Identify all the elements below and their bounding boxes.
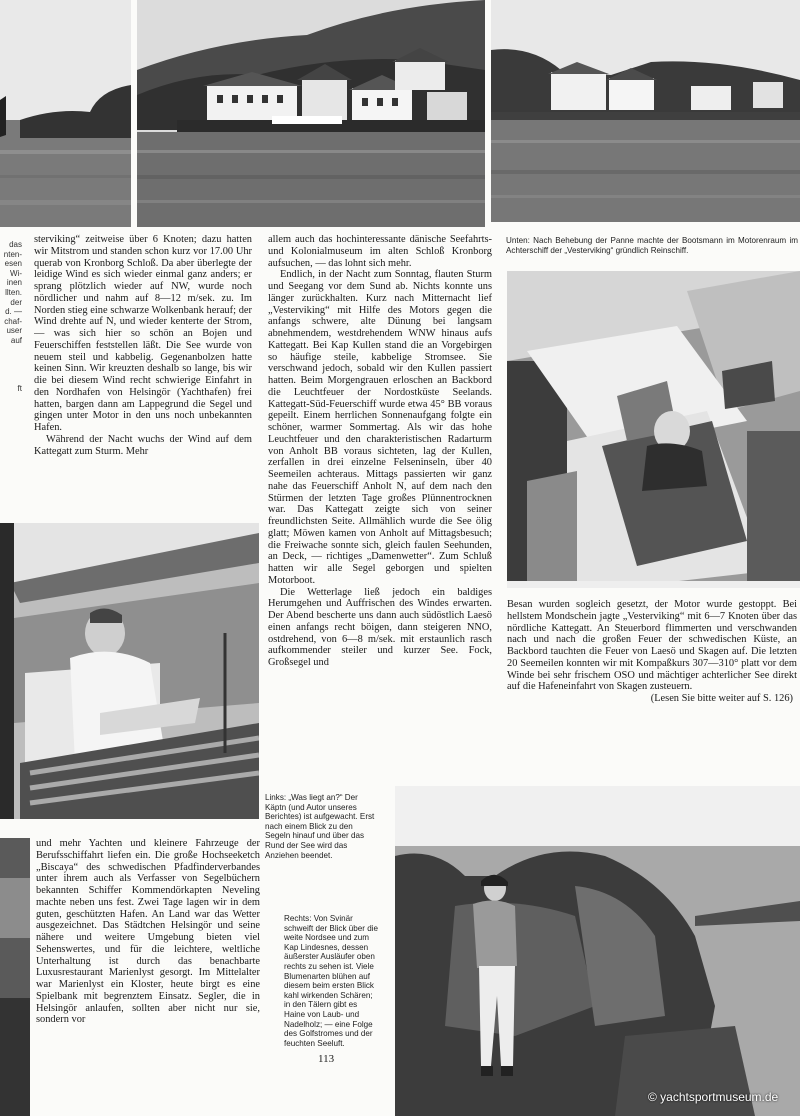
photo-woman-on-rocks: [395, 786, 800, 1116]
photo-captain-at-hatch: [0, 523, 259, 819]
article-column-1-top: [34, 234, 252, 499]
photo-bootsmann-engine-room: [507, 271, 800, 588]
page-number: 113: [318, 1053, 335, 1065]
photo-harbor-houses-center: [137, 0, 485, 227]
paragraph: allem auch das hochinteressante dänische Seefahrts- und Kolonialmuseum im alten Schloß Kronborg aufsuchen, — das lohnt sich mehr.: [268, 234, 492, 269]
caption-bootsmann: Unten: Nach Behebung der Panne machte der Bootsmann im Motorenraum im Achterschiff der „Vesterviking“ gründlich Reinschiff.: [506, 236, 798, 255]
paragraph: sterviking“ zeitweise über 6 Knoten; dazu hatten wir Mitstrom und standen schon kurz vor 17.00 Uhr querab von Kronborg Schloß. Da aber überlegte der leidige Wind es sich wieder einmal ganz anders; er sprang plötzlich wieder auf NW, wurde noch nördlicher und nahm auf 8—12 m/sek. zu. Im Norden stieg eine schwarze Wolkenbank herauf; der Wind drehte auf N, und wieder kenterte der Strom, — was sich hier so schön an Bojen und Feuerschiffen feststellen läßt. Die See wurde von neuem steil und kabbelig. Gegenanbolzen hatte keinen Sinn. Wir kreuzten deshalb so lange, bis wir die bei diesem Wind recht schwierige Einfahrt in den Nordhafen von Helsingör (Yachthafen) frei hatten, bargen dann am Lappegrund die Segel und gingen unter Motor in den uns noch unbekannten Hafen.: [34, 234, 252, 433]
paragraph: Endlich, in der Nacht zum Sonntag, flauten Sturm und Seegang vor dem Sund ab. Nichts konnte uns länger zurückhalten. Kurz nach Mitternacht lief „Vesterviking“ mit Hilfe des Motors gegen die anfangs schwere, alte Dünung bei langsam abnehmendem, westdrehendem WNW hinaus aufs Kattegatt. Bei Kap Kullen stand die an Vorgebirgen so häufige steile, kabbelige Stromsee. Sie verschwand jedoch, sobald wir den Kullen passiert hatten. Beim Morgengrauen erloschen an Backbord die Leuchtfeuer der Nordostküste Seelands. Kattegatt-Süd-Feuerschiff wurde etwa 45° BB voraus gepeilt. Einem herrlichen Sonnenaufgang folgte ein schöner, warmer Sommertag. Als wir das hohe Leuchtfeuer und den charakteristischen Radarturm von Anholt BB voraus sichteten, lag der Kullen, zerfallen in drei einzelne Felseninseln, über 40 Seemeilen achteraus. Mittags passierten wir ganz nahe das Feuerschiff Anholt N, auf dem nach den Stürmen der letzten Tage großes Plünnentrocknen war. Das Kattegatt zeigte sich von seiner freundlichsten Seite. Allmählich wurde die See ölig glatt; Möwen kamen von Anholt auf Mittagsbesuch; die Freiwache sonnte sich, gleich faulen Seehunden, an Deck, — richtiges „Damenwetter“. Zum Schluß hatten wir alle Segel geborgen und spielten Motorboot.: [268, 269, 492, 586]
continued-note: (Lesen Sie bitte weiter auf S. 126): [650, 693, 793, 704]
paragraph: Während der Nacht wuchs der Wind auf dem Kattegatt zum Sturm. Mehr: [34, 433, 252, 457]
paragraph: und mehr Yachten und kleinere Fahrzeuge der Berufsschiffahrt liefen ein. Die große Hochseeketch „Biscaya“ des schwedischen Pfadfinderverbandes unter ihrem auch als Verfasser von Segelbüchern bekannten Schiffer Kommendörkapten Neveling machte neben uns fest. Zwei Tage lagen wir in dem guten, geschützten Hafen. An Land war das Wetter ausgezeichnet. Das Städtchen Helsingör und seine nähere und weitere Umgebung bieten viel Sehenswertes, und für die leichtere, weltliche Unterhaltung ist durch das benachbarte Luxusrestaurant Marienlyst gesorgt. Im Mittelalter war Marienlyst ein Kloster, heute birgt es eine Spielbank mit begrenztem Einsatz. Segler, die in Helsingör anlaufen, sollten aber nicht nur sie, sondern vor: [36, 838, 260, 1026]
paragraph: Die Wetterlage ließ jedoch ein baldiges Herumgehen und Auffrischen des Windes erwarten. Der Abend bescherte uns dann auch südöstlich Laesö einen anfangs recht böigen, dann steigeren NNO, ostdrehend, von 6—8 m/sek. mit erstaunlich rasch aufkommender steiler und kurzer See. Fock, Großsegel und: [268, 586, 492, 668]
article-column-2: [268, 234, 492, 779]
caption-kaeptn: Links: „Was liegt an?“ Der Käptn (und Autor unseres Berichtes) ist aufgewacht. Erst nach einem Blick zu den Segeln hinauf und über das Rund der See wird das Anziehen beendet.: [265, 793, 375, 860]
photo-left-edge-strip: [0, 838, 30, 1116]
photo-harbor-houses-right: [491, 0, 800, 222]
article-column-3: [507, 599, 797, 779]
paragraph: Besan wurden sogleich gesetzt, der Motor wurde gestoppt. Bei hellstem Mondschein jagte „Vesterviking“ mit 6—7 Knoten über das nördliche Kattegatt. An Steuerbord flimmerten und verschwanden nach und nach die großen Feuer der schwedischen Küste, an Backbord tauchten die Feuer von Laesö und Skagen auf. Die letzten 20 Seemeilen konnten wir mit Kompaßkurs 307—310° platt vor dem Winde bei sehr frischem OSO und mächtiger achterlicher See direkt auf die Hafeneinfahrt von Skagen zusteuern.: [507, 599, 797, 693]
copyright-credit: © yachtsportmuseum.de: [648, 1090, 779, 1104]
left-edge-text-fragment: das nten- esen Wi- inen llten. der d. — chaf- user auf ft: [3, 240, 22, 393]
caption-svinaer: Rechts: Von Svinär schweift der Blick über die weite Nordsee und zum Kap Lindesnes, dessen äußerster Ausläufer oben rechts zu sehen ist. Viele Blumenarten blühen auf diesem beim ersten Blick kahl wirkenden Schären; in den Tälern gibt es Haine von Laub- und Nadelholz; — eine Folge des Golfstromes und der feuchten Seeluft.: [284, 914, 379, 1048]
photo-harbor-left-fragment: [0, 0, 131, 227]
article-column-1-bottom: [36, 838, 260, 1078]
